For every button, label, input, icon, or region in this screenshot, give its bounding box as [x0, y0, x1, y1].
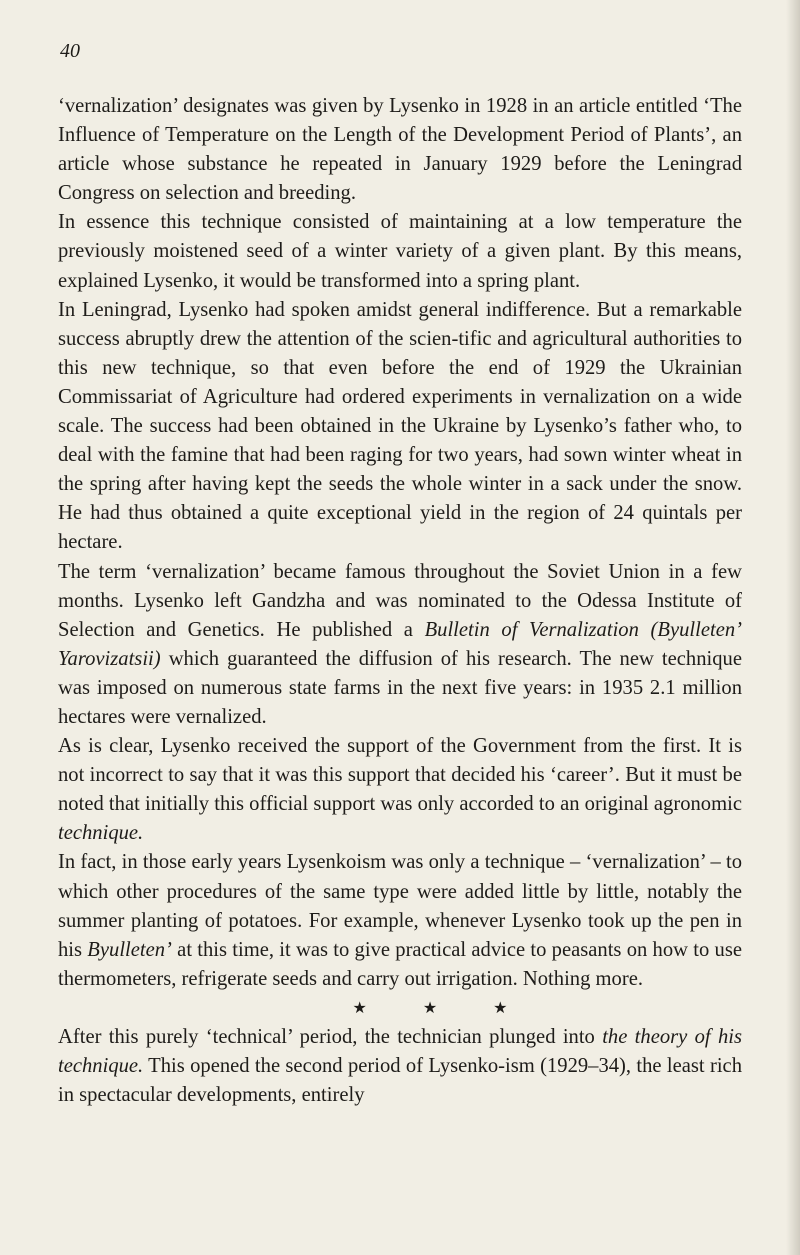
- text-run: In Leningrad, Lysenko had spoken amidst general indifference. But a remarkable success abruptly drew the attention of the scien-tific and agricultural authorities to this new technique, so that even before the end of 1929 the Ukrainian Commissariat of Agriculture had ordered experiments in vernalization on a wide scale. The success had been obtained in the Ukraine by Lysenko’s father who, to deal with the famine that had been raging for two years, had sown winter wheat in the spring after having kept the seeds the whole winter in a sack under the snow. He had thus obtained a quite exceptional yield in the region of 24 quintals per hectare.: [58, 298, 742, 554]
- text-run: As is clear, Lysenko received the support of the Government from the first. It is not incorrect to say that it was this support that decided his ‘career’. But it must be noted that initially this official support was only accorded to an original agronomic: [58, 735, 742, 816]
- text-run: ‘vernalization’ designates was given by Lysenko in 1928 in an article entitled ‘The Influence of Temperature on the Length of the Development Period of Plants’, an article whose substance he repeated in January 1929 before the Leningrad Congress on selection and breeding.: [58, 95, 742, 205]
- page-number: 40: [60, 40, 80, 62]
- text-run: The term ‘vernalization’ became famous throughout the Soviet Union in a few months. Lysenko left Gandzha and was nominated to the Odessa Institute of Selection and Genetics. He published a: [58, 560, 742, 641]
- paragraph: [58, 558, 742, 733]
- paragraph: [58, 1023, 742, 1110]
- italic-text: technique.: [58, 822, 144, 845]
- italic-text: the theory of his technique.: [58, 1025, 742, 1077]
- body-text: [58, 92, 742, 1110]
- italic-text: Byulleten’: [87, 938, 172, 961]
- section-separator-stars: ★ ★ ★: [352, 999, 508, 1017]
- paragraph: [58, 848, 742, 993]
- text-run: In fact, in those early years Lysenkoism was only a technique – ‘vernalization’ – to which other procedures of the same type were added little by little, notably the summer planting of potatoes. For example, whenever Lysenko took up the pen in his: [58, 851, 742, 961]
- text-run: After this purely ‘technical’ period, the technician plunged into: [58, 1025, 603, 1048]
- text-run: In essence this technique consisted of maintaining at a low temperature the previously moistened seed of a winter variety of a given plant. By this means, explained Lysenko, it would be transformed into a spring plant.: [58, 211, 742, 292]
- italic-text: Bulletin of Vernalization (Byulleten’ Yarovizatsii): [58, 618, 742, 670]
- text-run: This opened the second period of Lysenko-ism (1929–34), the least rich in spectacular developments, entirely: [58, 1055, 742, 1107]
- paragraph: [58, 92, 742, 208]
- paragraph: [58, 732, 742, 848]
- text-run: which guaranteed the diffusion of his research. The new technique was imposed on numerous state farms in the next five years: in 1935 2.1 million hectares were vernalized.: [58, 647, 742, 728]
- paragraph: [58, 208, 742, 295]
- page-edge-shadow: [786, 0, 800, 1255]
- paragraph: [58, 296, 742, 558]
- text-run: at this time, it was to give practical advice to peasants on how to use thermometers, refrigerate seeds and carry out irrigation. Nothing more.: [58, 938, 742, 990]
